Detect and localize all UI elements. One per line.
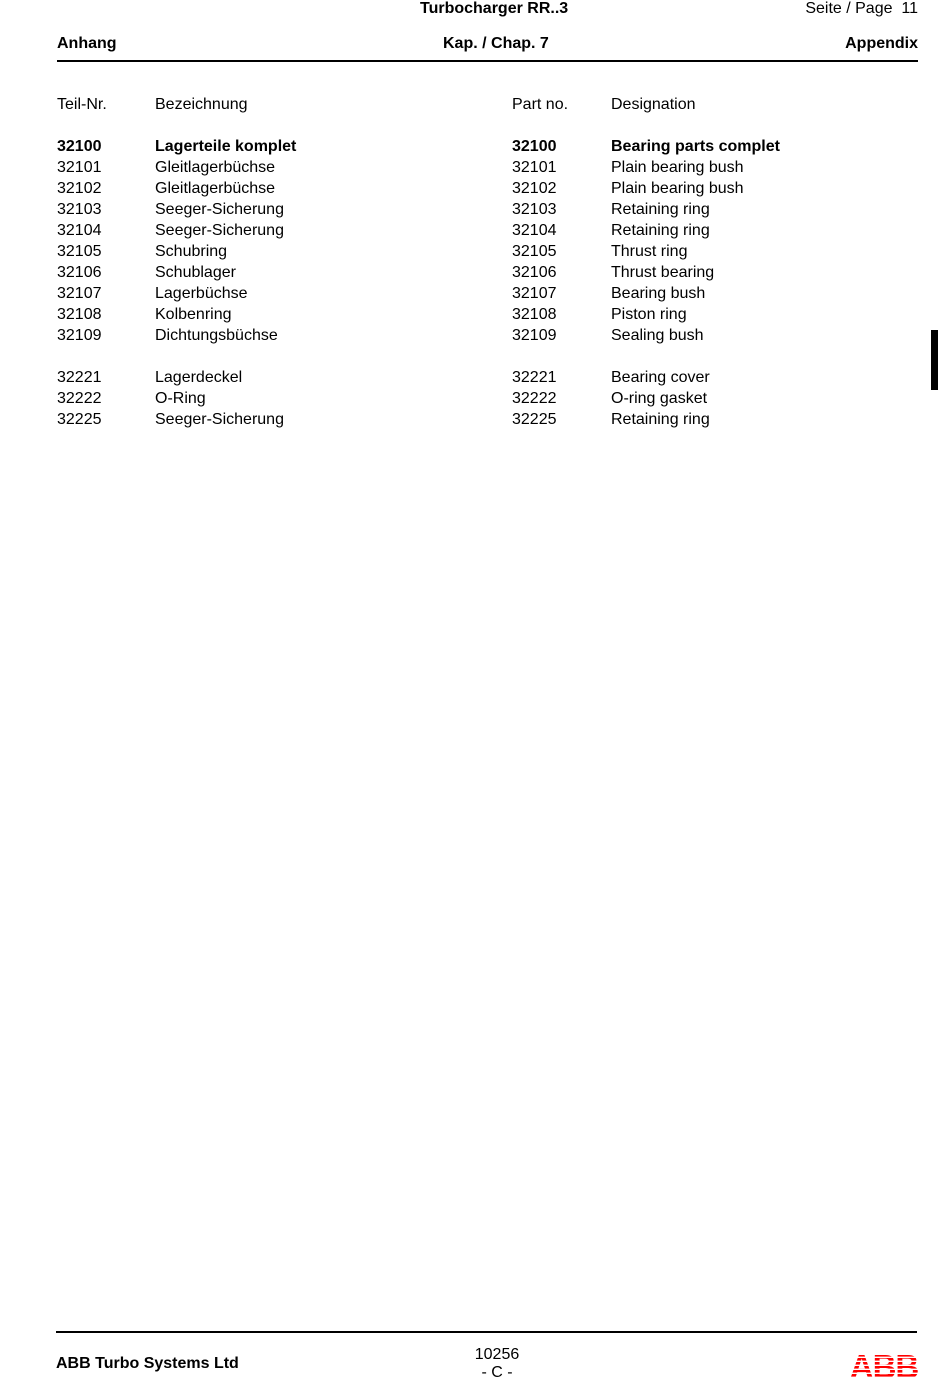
designation-en: Retaining ring <box>611 201 710 218</box>
column-header-part-number-de: Teil-Nr. <box>57 96 107 113</box>
designation-en: Retaining ring <box>611 222 710 239</box>
part-number-de: 32104 <box>57 222 102 239</box>
part-number-en: 32225 <box>512 411 557 428</box>
part-number-en: 32101 <box>512 159 557 176</box>
designation-en: Plain bearing bush <box>611 180 744 197</box>
designation-de: O-Ring <box>155 390 206 407</box>
part-number-en: 32106 <box>512 264 557 281</box>
abb-logo-graphic <box>846 1350 922 1379</box>
designation-de: Dichtungsbüchse <box>155 327 278 344</box>
column-header-designation-de: Bezeichnung <box>155 96 248 113</box>
abb-logo-text: ABB <box>849 1350 919 1379</box>
designation-en: Bearing cover <box>611 369 710 386</box>
part-number-de: 32222 <box>57 390 102 407</box>
part-number-de: 32221 <box>57 369 102 386</box>
column-header-part-number-en: Part no. <box>512 96 569 113</box>
part-number-de: 32102 <box>57 180 102 197</box>
company-name: ABB Turbo Systems Ltd <box>56 1355 239 1372</box>
chapter-label: Kap. / Chap. 7 <box>443 35 549 52</box>
part-number-en: 32222 <box>512 390 557 407</box>
page-indicator <box>805 0 918 18</box>
section-label-de: Anhang <box>57 35 117 52</box>
part-number-en: 32103 <box>512 201 557 218</box>
part-number-en: 32105 <box>512 243 557 260</box>
footer-divider <box>56 1331 917 1333</box>
designation-de: Schubring <box>155 243 228 260</box>
part-number-en: 32104 <box>512 222 557 239</box>
designation-de: Gleitlagerbüchse <box>155 159 276 176</box>
part-number-de: 32109 <box>57 327 102 344</box>
designation-en: Piston ring <box>611 306 687 323</box>
designation-en: Thrust bearing <box>611 264 715 281</box>
document-title: Turbocharger RR..3 <box>420 0 569 17</box>
section-label-en: Appendix <box>845 35 918 52</box>
designation-de: Seeger-Sicherung <box>155 411 284 428</box>
designation-de: Seeger-Sicherung <box>155 201 284 218</box>
part-number-de: 32105 <box>57 243 102 260</box>
part-number-de: 32101 <box>57 159 102 176</box>
part-number-de: 32107 <box>57 285 102 302</box>
document-number: 10256 <box>474 1346 520 1363</box>
part-number-en: 32107 <box>512 285 557 302</box>
designation-de: Lagerdeckel <box>155 369 243 386</box>
part-number-de: 32225 <box>57 411 102 428</box>
designation-en: Plain bearing bush <box>611 159 744 176</box>
designation-de: Seeger-Sicherung <box>155 222 284 239</box>
part-number-en: 32221 <box>512 369 557 386</box>
part-number-de: 32106 <box>57 264 102 281</box>
column-header-designation-en: Designation <box>611 96 696 113</box>
page-number: 11 <box>901 0 918 17</box>
designation-de: Lagerteile komplet <box>155 138 297 155</box>
designation-en: Sealing bush <box>611 327 704 344</box>
part-number-en: 32109 <box>512 327 557 344</box>
designation-de: Schublager <box>155 264 236 281</box>
designation-de: Lagerbüchse <box>155 285 248 302</box>
designation-en: Thrust ring <box>611 243 688 260</box>
designation-en: Retaining ring <box>611 411 710 428</box>
part-number-en: 32100 <box>512 138 557 155</box>
margin-marker <box>931 330 938 390</box>
part-number-en: 32108 <box>512 306 557 323</box>
designation-de: Gleitlagerbüchse <box>155 180 276 197</box>
part-number-de: 32108 <box>57 306 102 323</box>
header-divider <box>57 60 918 62</box>
revision-code: - C - <box>481 1364 513 1381</box>
designation-de: Kolbenring <box>155 306 232 323</box>
part-number-en: 32102 <box>512 180 557 197</box>
part-number-de: 32100 <box>57 138 102 155</box>
page-label: Seite / Page <box>805 0 893 17</box>
abb-logo <box>846 1350 922 1379</box>
designation-en: Bearing parts complet <box>611 138 780 155</box>
part-number-de: 32103 <box>57 201 102 218</box>
designation-en: Bearing bush <box>611 285 706 302</box>
designation-en: O-ring gasket <box>611 390 708 407</box>
